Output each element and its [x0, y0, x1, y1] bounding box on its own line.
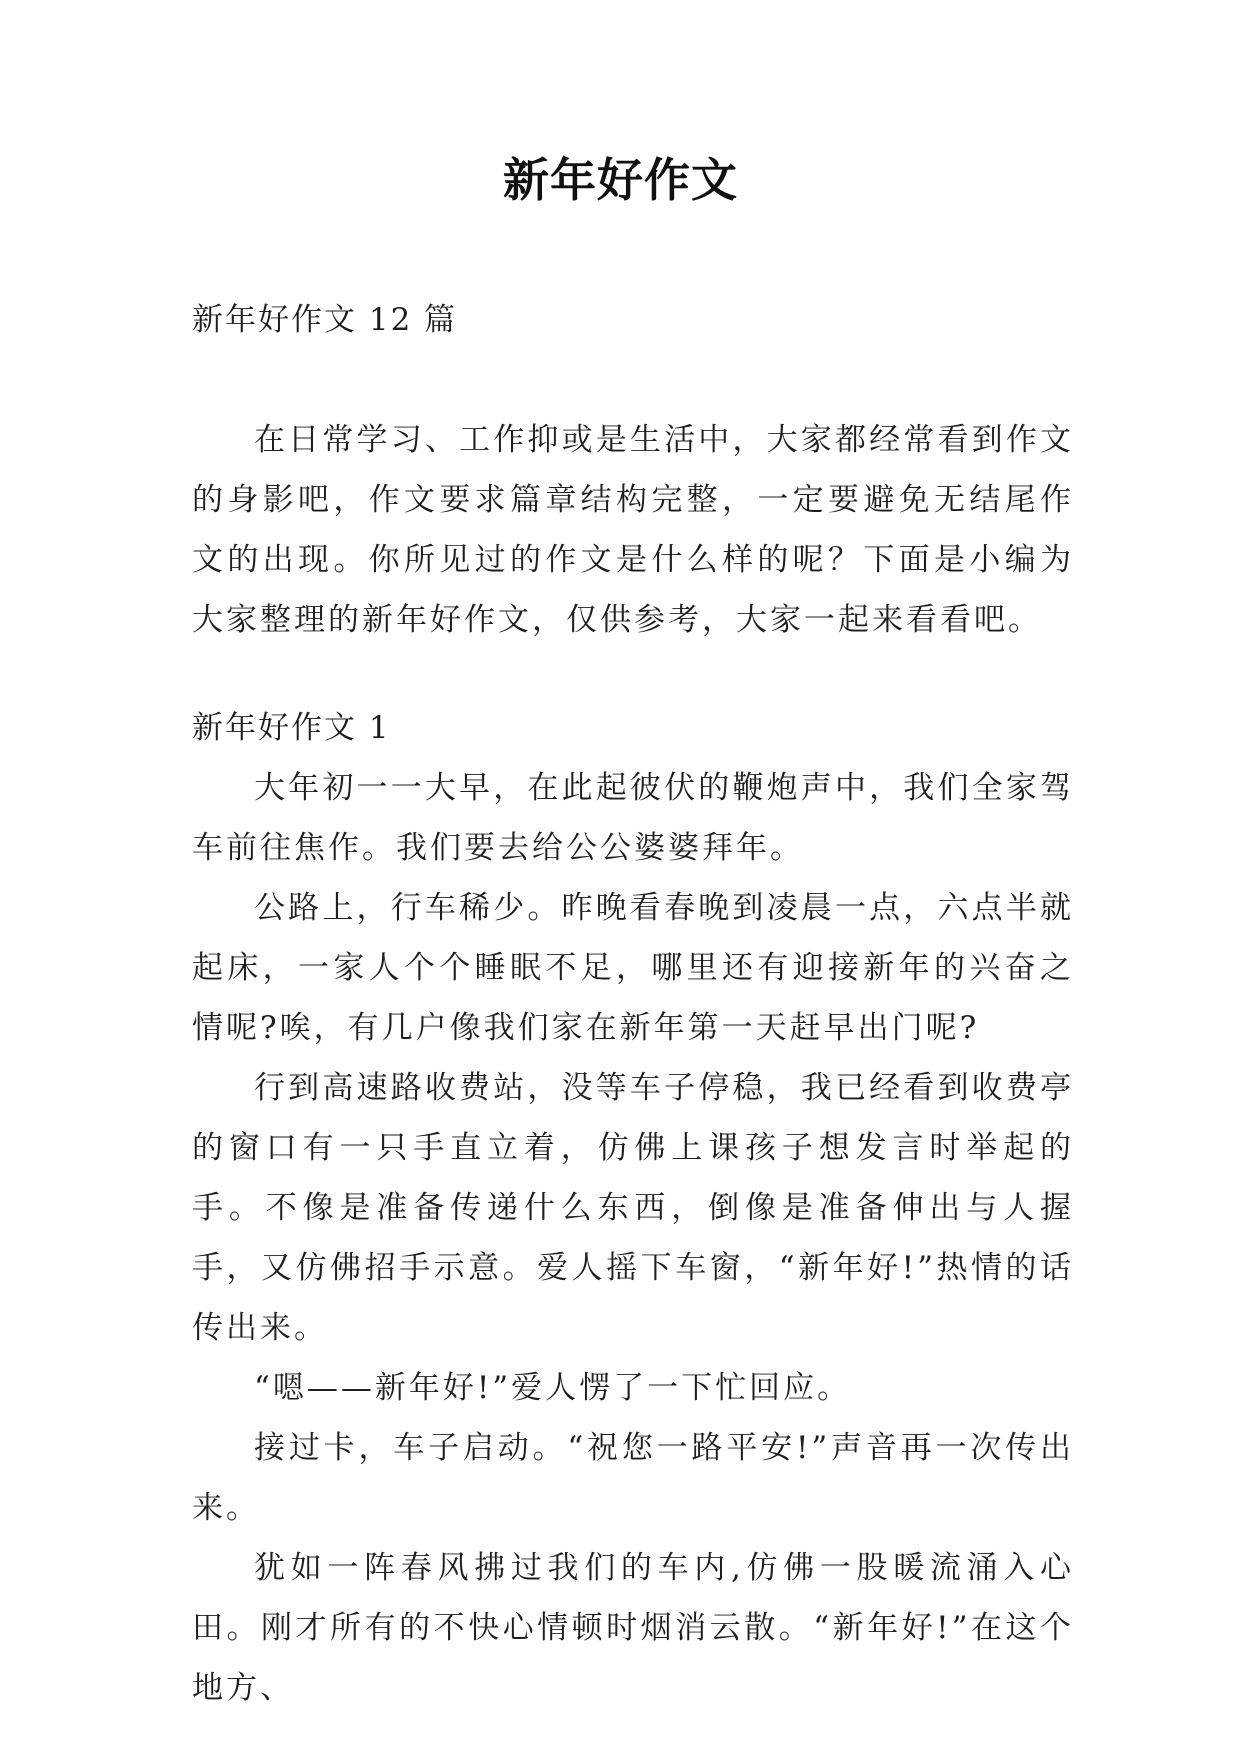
document-body [192, 290, 1074, 1718]
body-paragraph: 公路上，行车稀少。昨晚看春晚到凌晨一点，六点半就起床，一家人个个睡眠不足，哪里还有迎接新年的兴奋之情呢?唉，有几户像我们家在新年第一天赶早出门呢? [192, 890, 1074, 1046]
body-paragraph: 接过卡，车子启动。“祝您一路平安!”声音再一次传出来。 [192, 1430, 1074, 1526]
spacer [192, 350, 1074, 410]
body-paragraph: “嗯——新年好!”爱人愣了一下忙回应。 [254, 1370, 852, 1406]
body-paragraph: 行到高速路收费站，没等车子停稳，我已经看到收费亭的窗口有一只手直立着，仿佛上课孩子想发言时举起的手。不像是准备传递什么东西，倒像是准备伸出与人握手，又仿佛招手示意。爱人摇下车窗，“新年好!”热情的话传出来。 [192, 1070, 1074, 1346]
document-subtitle: 新年好作文 12 篇 [192, 302, 458, 338]
spacer [192, 650, 1074, 698]
section-heading: 新年好作文 1 [192, 710, 391, 746]
intro-paragraph: 在日常学习、工作抑或是生活中，大家都经常看到作文的身影吧，作文要求篇章结构完整，一定要避免无结尾作文的出现。你所见过的作文是什么样的呢？下面是小编为大家整理的新年好作文，仅供参考，大家一起来看看吧。 [192, 422, 1074, 638]
body-paragraph: 犹如一阵春风拂过我们的车内,仿佛一股暖流涌入心田。刚才所有的不快心情顿时烟消云散。“新年好!”在这个地方、 [192, 1550, 1074, 1706]
document-title: 新年好作文 [503, 153, 738, 207]
body-paragraph: 大年初一一大早，在此起彼伏的鞭炮声中，我们全家驾车前往焦作。我们要去给公公婆婆拜年。 [192, 770, 1074, 866]
